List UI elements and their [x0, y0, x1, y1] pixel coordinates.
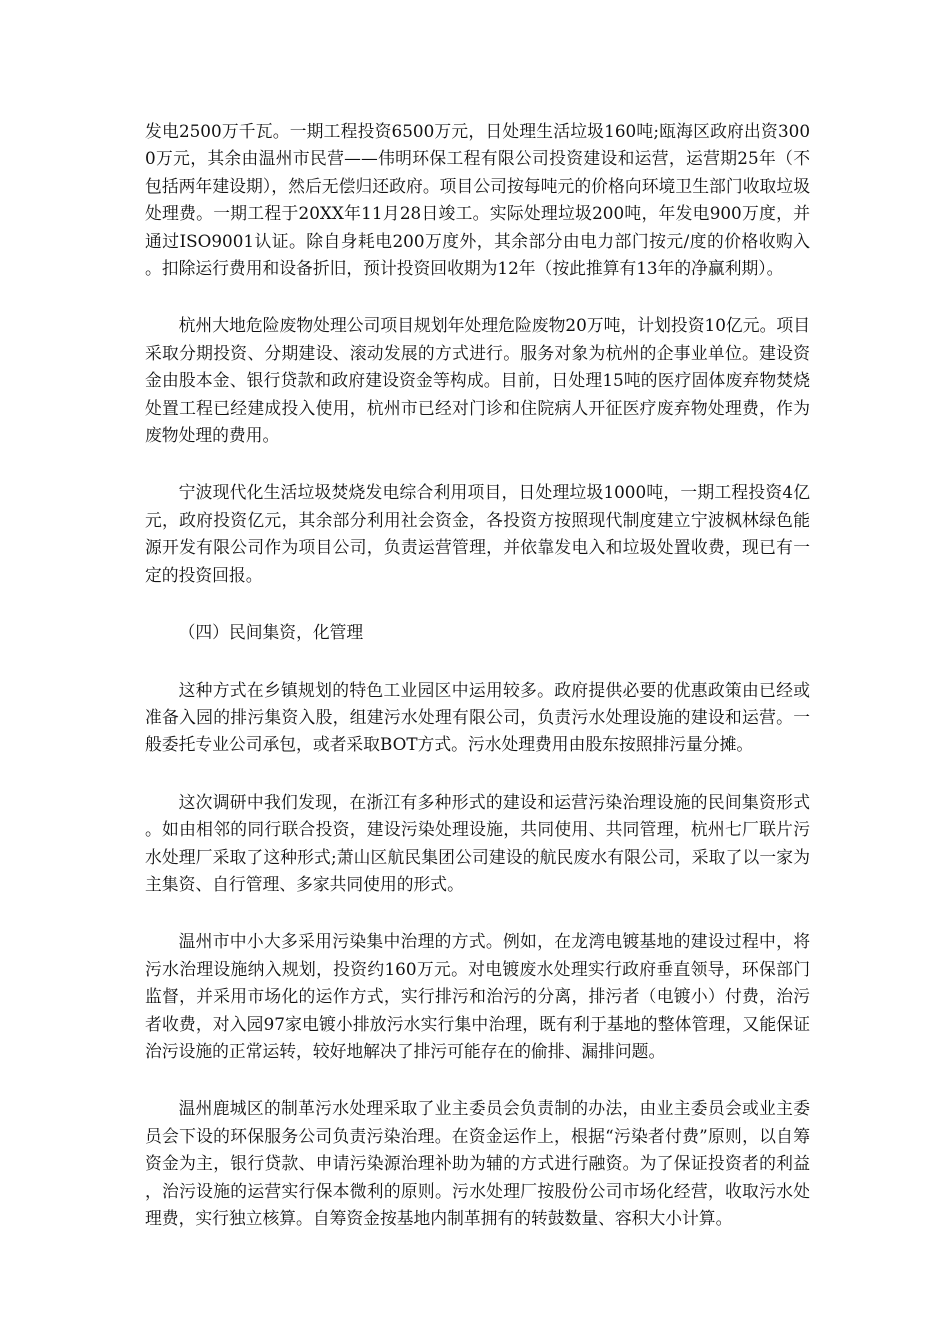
section-heading: （四）民间集资，化管理	[178, 622, 364, 643]
paragraph-3: 宁波现代化生活垃圾焚烧发电综合利用项目，日处理垃圾1000吨，一期工程投资4亿元，政府投资亿元，其余部分利用社会资金，各投资方按照现代制度建立宁波枫林绿色能源开发有限公司作为项目公司，负责运营管理，并依靠发电入和垃圾处置收费，现已有一定的投资回报。	[145, 482, 810, 585]
paragraph-4: 这种方式在乡镇规划的特色工业园区中运用较多。政府提供必要的优惠政策由已经或准备入园的排污集资入股，组建污水处理有限公司，负责污水处理设施的建设和运营。一般委托专业公司承包，或者采取BOT方式。污水处理费用由股东按照排污量分摊。	[145, 679, 810, 755]
paragraph-2: 杭州大地危险废物处理公司项目规划年处理危险废物20万吨，计划投资10亿元。项目采取分期投资、分期建设、滚动发展的方式进行。服务对象为杭州的企事业单位。建设资金由股本金、银行贷款和政府建设资金等构成。目前，日处理15吨的医疗固体废弃物焚烧处置工程已经建成投入使用，杭州市已经对门诊和住院病人开征医疗废弃物处理费，作为废物处理的费用。	[145, 315, 810, 446]
paragraph-7: 温州鹿城区的制革污水处理采取了业主委员会负责制的办法，由业主委员会或业主委员会下设的环保服务公司负责污染治理。在资金运作上，根据“污染者付费”原则，以自筹资金为主，银行贷款、申请污染源治理补助为辅的方式进行融资。为了保证投资者的利益，治污设施的运营实行保本微利的原则。污水处理厂按股份公司市场化经营，收取污水处理费，实行独立核算。自筹资金按基地内制革拥有的转鼓数量、容积大小计算。	[145, 1098, 810, 1228]
paragraph-1: 发电2500万千瓦。一期工程投资6500万元，日处理生活垃圾160吨;瓯海区政府出资3000万元，其余由温州市民营——伟明环保工程有限公司投资建设和运营，运营期25年（不包括两年建设期），然后无偿归还政府。项目公司按每吨元的价格向环境卫生部门收取垃圾处理费。一期工程于20XX年11月28日竣工。实际处理垃圾200吨，年发电900万度，并通过ISO9001认证。除自身耗电200万度外，其余部分由电力部门按元/度的价格收购入。扣除运行费用和设备折旧，预计投资回收期为12年（按此推算有13年的净赢利期）。	[145, 121, 810, 279]
document-page	[145, 118, 810, 1262]
paragraph-5: 这次调研中我们发现，在浙江有多种形式的建设和运营污染治理设施的民间集资形式。如由相邻的同行联合投资，建设污染处理设施，共同使用、共同管理，杭州七厂联片污水处理厂采取了这种形式;萧山区航民集团公司建设的航民废水有限公司，采取了以一家为主集资、自行管理、多家共同使用的形式。	[145, 791, 810, 894]
paragraph-6: 温州市中小大多采用污染集中治理的方式。例如，在龙湾电镀基地的建设过程中，将污水治理设施纳入规划，投资约160万元。对电镀废水处理实行政府垂直领导，环保部门监督，并采用市场化的运作方式，实行排污和治污的分离，排污者（电镀小）付费，治污者收费，对入园97家电镀小排放污水实行集中治理，既有利于基地的整体管理，又能保证治污设施的正常运转，较好地解决了排污可能存在的偷排、漏排问题。	[145, 931, 810, 1061]
